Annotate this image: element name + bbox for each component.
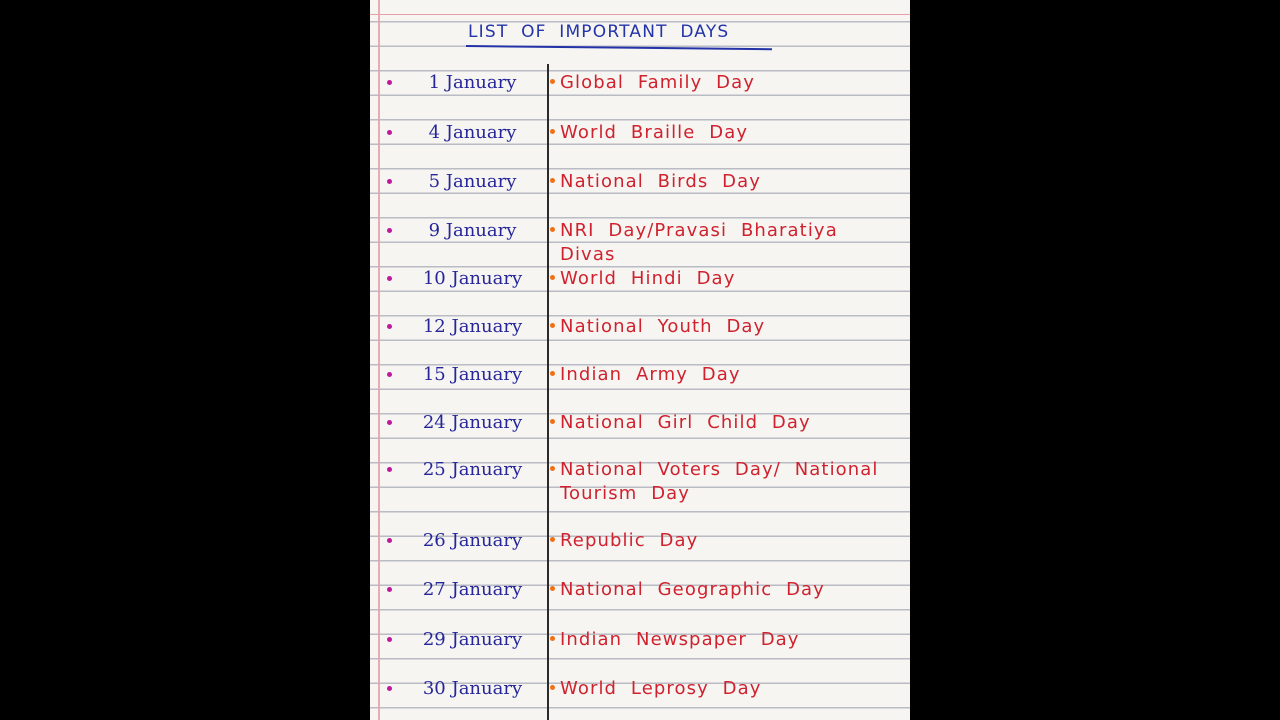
entry-event: World Braille Day [560,122,749,143]
margin-line [378,0,380,720]
event-bullet-icon [550,323,555,328]
title-underline [466,45,772,50]
event-bullet-icon [550,419,555,424]
entry-date: 5 January [428,171,517,192]
date-bullet-icon [387,538,392,543]
entry-event: Indian Newspaper Day [560,629,800,650]
date-bullet-icon [387,179,392,184]
entry-event: World Hindi Day [560,268,736,289]
entry-date: 26 January [422,530,523,551]
entry-event: National Geographic Day [560,579,825,600]
entry-event: NRI Day/Pravasi Bharatiya Divas [560,220,838,265]
entry-event: Global Family Day [560,72,756,93]
top-ruled-line [370,14,910,15]
entry-event: National Voters Day/ National Tourism Day [560,459,879,504]
entry-date: 4 January [428,122,517,143]
date-bullet-icon [387,686,392,691]
entry-date: 9 January [428,220,517,241]
date-bullet-icon [387,637,392,642]
date-bullet-icon [387,420,392,425]
entry-date: 10 January [422,268,523,289]
date-bullet-icon [387,324,392,329]
event-bullet-icon [550,685,555,690]
event-bullet-icon [550,636,555,641]
event-bullet-icon [550,178,555,183]
date-bullet-icon [387,372,392,377]
event-bullet-icon [550,537,555,542]
event-bullet-icon [550,129,555,134]
event-bullet-icon [550,586,555,591]
entry-event: National Youth Day [560,316,766,337]
event-bullet-icon [550,79,555,84]
entry-date: 24 January [422,412,523,433]
entry-date: 15 January [422,364,523,385]
date-bullet-icon [387,80,392,85]
page-title: LIST OF IMPORTANT DAYS [468,22,730,42]
entry-date: 1 January [428,72,517,93]
entry-event: National Birds Day [560,171,762,192]
event-bullet-icon [550,466,555,471]
entry-event: Indian Army Day [560,364,741,385]
entry-date: 30 January [422,678,523,699]
entry-date: 29 January [422,629,523,650]
date-bullet-icon [387,467,392,472]
entry-event: National Girl Child Day [560,412,811,433]
event-bullet-icon [550,227,555,232]
event-bullet-icon [550,275,555,280]
entry-event: World Leprosy Day [560,678,762,699]
entry-date: 27 January [422,579,523,600]
column-divider [547,64,549,720]
entry-date: 25 January [422,459,523,480]
date-bullet-icon [387,276,392,281]
date-bullet-icon [387,587,392,592]
date-bullet-icon [387,228,392,233]
date-bullet-icon [387,130,392,135]
entry-date: 12 January [422,316,523,337]
event-bullet-icon [550,371,555,376]
notebook-page [370,0,910,720]
entry-event: Republic Day [560,530,699,551]
